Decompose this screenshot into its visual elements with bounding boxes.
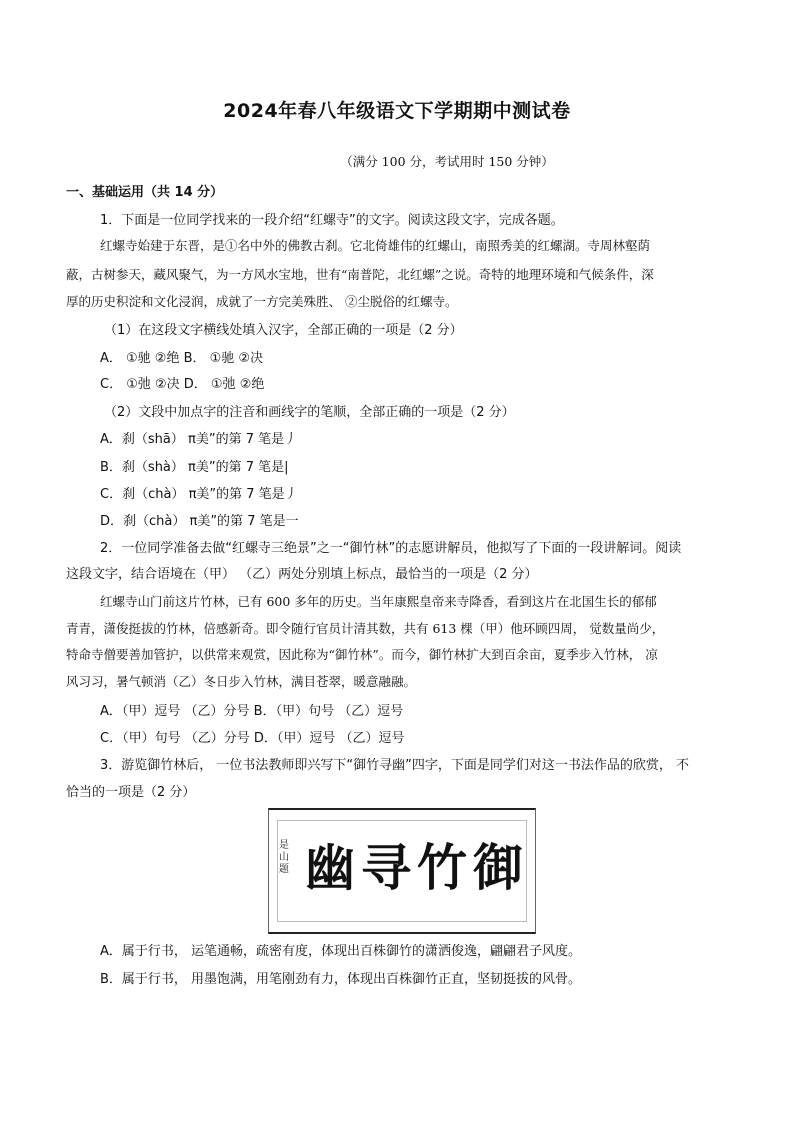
calligraphy-char: 御: [473, 838, 523, 897]
option-a: A．刹（shā） π美”的第 7 笔是丿: [100, 432, 298, 447]
option-d: D．刹（chà） π美”的第 7 笔是一: [100, 514, 299, 529]
option-line: A．（甲）逗号 （乙）分号 B．（甲）句号 （乙）逗号: [100, 704, 404, 719]
question-3-stem-cont: 恰当的一项是（2 分）: [66, 785, 196, 800]
subquestion-2: （2）文段中加点字的注音和画线字的笔顺，全部正确的一项是（2 分）: [104, 405, 515, 420]
passage-line: 青青，潇俊挺拔的竹林，倍感新奇。即令随行官员计清其数，共有 613 棵（甲）他环顾四周， 觉数量尚少，: [66, 621, 665, 636]
calligraphy-image: [268, 808, 536, 934]
page-title: 2024年春八年级语文下学期期中测试卷: [223, 100, 571, 122]
option-b: B．属于行书， 用墨饱满，用笔刚劲有力，体现出百株御竹正直，坚韧挺拔的风骨。: [100, 972, 582, 987]
option-b: B．刹（shà） π美”的第 7 笔是|: [100, 460, 289, 475]
exam-info: （满分 100 分，考试用时 150 分钟）: [340, 154, 554, 169]
section-heading: 一、基础运用（共 14 分）: [66, 185, 224, 200]
question-2-stem: 2．一位同学准备去做“红螺寺三绝景”之一“御竹林”的志愿讲解员，他拟写了下面的一段讲解词。阅读: [100, 541, 682, 556]
calligraphy-char: 幽: [305, 838, 355, 897]
passage-line: 风习习，暑气顿消（乙）冬日步入竹林，满目苍翠，暖意融融。: [66, 674, 417, 689]
question-3-stem: 3．游览御竹林后， 一位书法教师即兴写下“御竹寻幽”四字，下面是同学们对这一书法作品的欣赏， 不: [100, 758, 690, 773]
calligraphy-char: 寻: [361, 838, 411, 897]
option-line: C．（甲）句号 （乙）分号 D．（甲）逗号 （乙）逗号: [100, 731, 405, 746]
calligraphy-char: 竹: [417, 838, 467, 897]
option-line: C． ①弛 ②决 D． ①弛 ②绝: [100, 377, 265, 392]
passage-line: 红螺寺山门前这片竹林，已有 600 多年的历史。当年康熙皇帝来寺降香，看到这片在北国生长的郁郁: [100, 594, 657, 609]
passage-line: 特命寺僧要善加管护，以供常来观赏，因此称为“御竹林”。而今，御竹林扩大到百余亩，夏季步入竹林， 凉: [66, 647, 658, 662]
question-1-stem: 1．下面是一位同学找来的一段介绍“红螺寺”的文字。阅读这段文字，完成各题。: [100, 213, 564, 228]
option-line: A． ①驰 ②绝 B． ①驰 ②决: [100, 351, 264, 366]
calligraphy-signature: 是山题: [279, 840, 289, 875]
option-c: C．刹（chà） π美”的第 7 笔是丿: [100, 487, 298, 502]
option-a: A．属于行书， 运笔通畅，疏密有度，体现出百株御竹的潇洒俊逸，翩翩君子风度。: [100, 944, 582, 959]
passage-line: 红螺寺始建于东晋，是①名中外的佛教古刹。它北倚雄伟的红螺山，南照秀美的红螺湖。寺周林壑荫: [100, 238, 651, 253]
passage-line: 蔽，古树参天，藏风聚气，为一方风水宝地，世有“南普陀，北红螺”之说。奇特的地理环境和气候条件，深: [66, 267, 654, 282]
passage-line: 厚的历史积淀和文化浸润，成就了一方完美殊胜、 ②尘脱俗的红螺寺。: [66, 294, 458, 309]
question-2-stem-cont: 这段文字，结合语境在（甲） （乙）两处分别填上标点，最恰当的一项是（2 分）: [66, 567, 538, 582]
subquestion-1: （1）在这段文字横线处填入汉字，全部正确的一项是（2 分）: [104, 323, 463, 338]
